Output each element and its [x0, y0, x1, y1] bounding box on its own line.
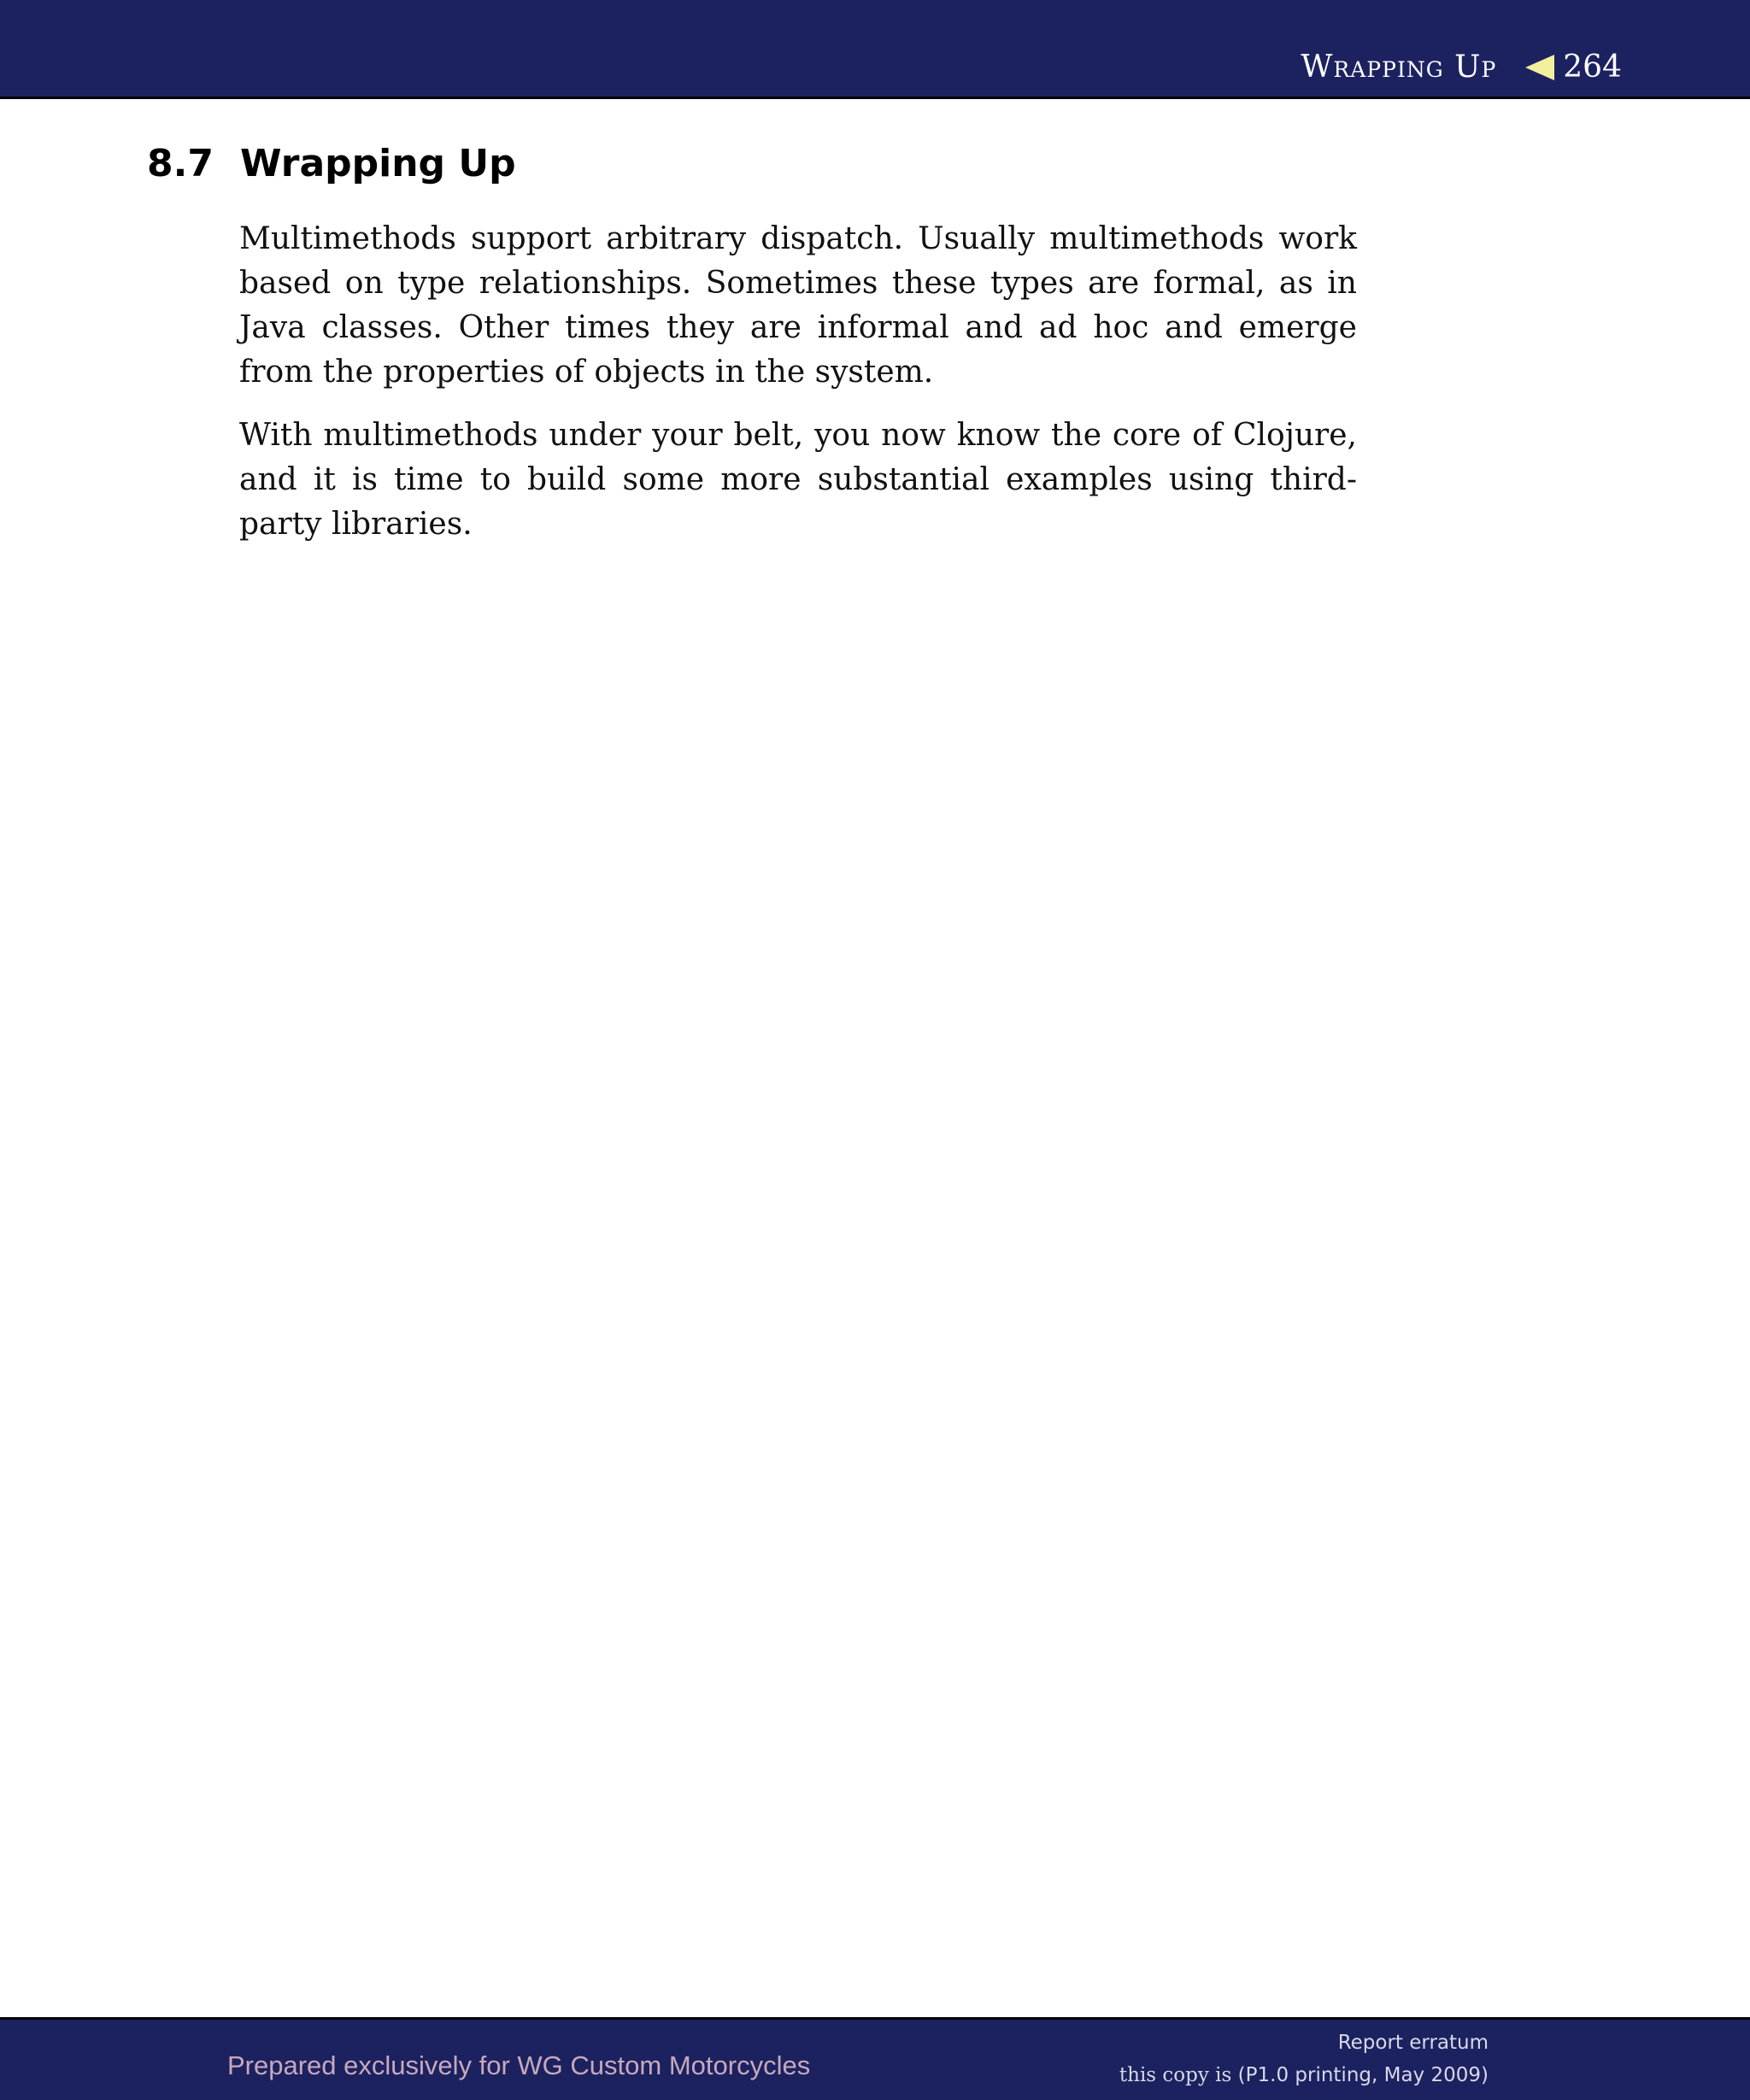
header-bar — [0, 0, 1750, 99]
running-head — [1301, 50, 1622, 85]
page-number: 264 — [1563, 50, 1622, 85]
body-text — [239, 217, 1357, 566]
prepared-for-text: Prepared exclusively for WG Custom Motorcycles — [227, 2050, 811, 2080]
report-erratum-link[interactable]: Report erratum — [1337, 2032, 1489, 2054]
section-heading — [147, 142, 516, 185]
paragraph: With multimethods under your belt, you now know the core of Clojure, and it is time to build some more substantial examples using third-party libraries. — [239, 418, 1357, 542]
section-number: 8.7 — [147, 142, 214, 185]
footer-bar — [0, 2017, 1750, 2100]
running-title: Wrapping Up — [1301, 50, 1497, 85]
paragraph: Multimethods support arbitrary dispatch. Usually multimethods work based on type relationships. Sometimes these types are formal, as in Java classes. Other times they are informal and ad hoc and emerge from the properties of objects in the system. — [239, 221, 1357, 390]
section-title: Wrapping Up — [240, 142, 516, 185]
back-arrow-icon[interactable] — [1525, 55, 1554, 80]
copy-info — [1119, 2064, 1489, 2086]
copy-prefix: this copy is — [1119, 2064, 1238, 2086]
copy-printing: (P1.0 printing, May 2009) — [1237, 2064, 1489, 2086]
